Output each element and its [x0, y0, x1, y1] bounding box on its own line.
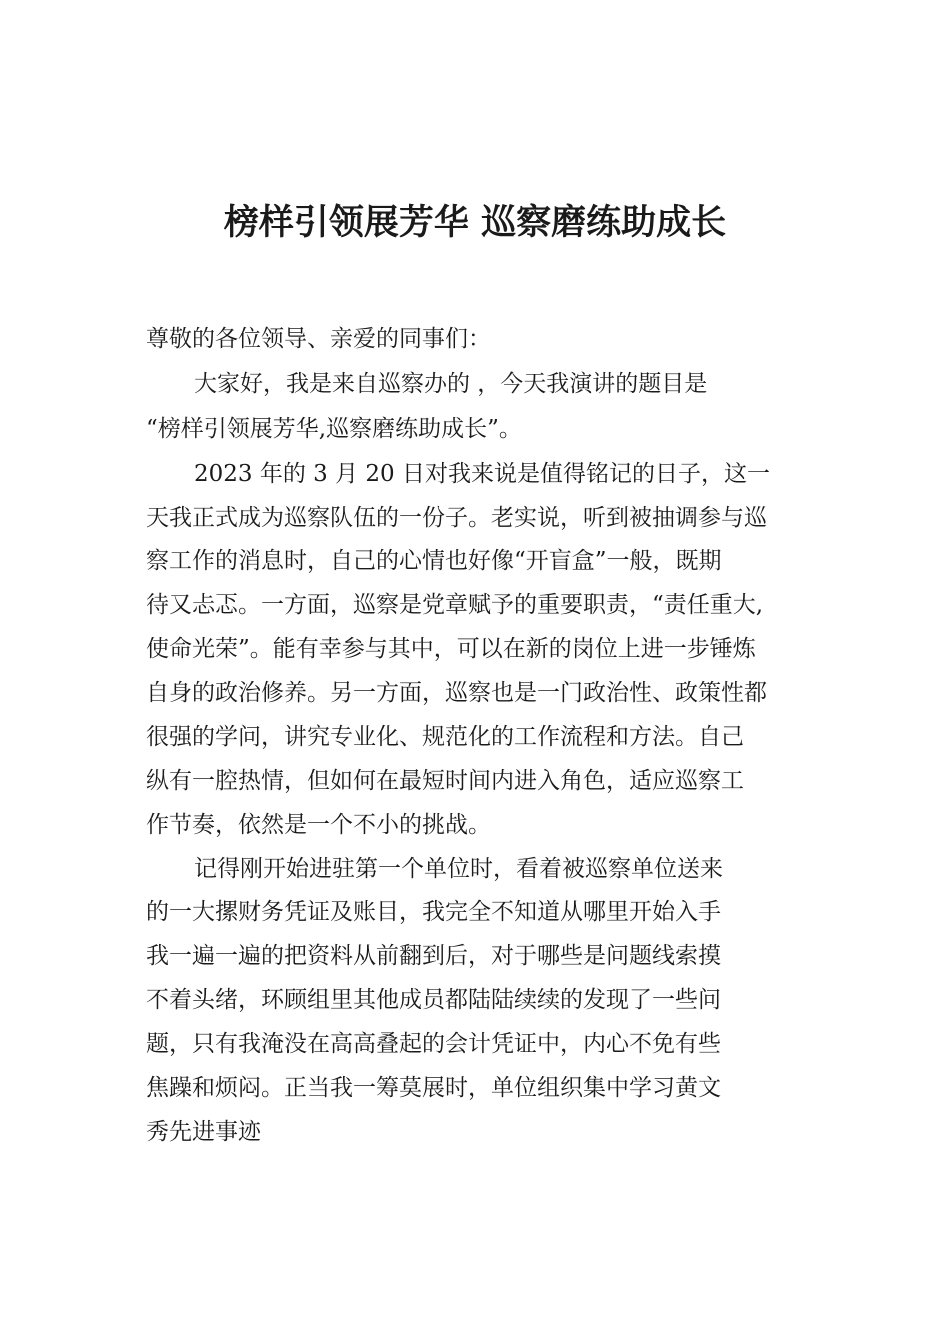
- paragraph-line: “榜样引领展芳华,巡察磨练助成长”。: [146, 416, 522, 442]
- paragraph-line: 不着头绪，环顾组里其他成员都陆陆续续的发现了一些问: [146, 987, 721, 1013]
- paragraph-line: 作节奏，依然是一个不小的挑战。: [146, 812, 491, 838]
- document-title: 榜样引领展芳华 巡察磨练助成长: [223, 202, 727, 243]
- paragraph-line: 纵有一腔热情，但如何在最短时间内进入角色，适应巡察工: [146, 768, 744, 794]
- paragraph-line: 2023 年的 3 月 20 日对我来说是值得铭记的日子，这一: [194, 461, 770, 487]
- salutation: 尊敬的各位领导、亲爱的同事们：: [146, 326, 491, 352]
- paragraph-line: 焦躁和烦闷。正当我一筹莫展时，单位组织集中学习黄文: [146, 1075, 721, 1101]
- paragraph-line: 待又忐忑。一方面，巡察是党章赋予的重要职责，“责任重大,: [146, 592, 764, 618]
- paragraph-line: 很强的学问，讲究专业化、规范化的工作流程和方法。自己: [146, 724, 744, 750]
- paragraph-line: 大家好，我是来自巡察办的 ，今天我演讲的题目是: [194, 371, 708, 397]
- paragraph-line: 使命光荣”。能有幸参与其中，可以在新的岗位上进一步锤炼: [146, 636, 756, 662]
- paragraph-line: 的一大摞财务凭证及账目，我完全不知道从哪里开始入手: [146, 899, 721, 925]
- paragraph-line: 记得刚开始进驻第一个单位时，看着被巡察单位送来: [194, 856, 723, 882]
- paragraph-line: 天我正式成为巡察队伍的一份子。老实说，听到被抽调参与巡: [146, 505, 767, 531]
- paragraph-line: 我一遍一遍的把资料从前翻到后，对于哪些是问题线索摸: [146, 943, 721, 969]
- paragraph-line: 自身的政治修养。另一方面，巡察也是一门政治性、政策性都: [146, 680, 767, 706]
- paragraph-line: 题，只有我淹没在高高叠起的会计凭证中，内心不免有些: [146, 1031, 721, 1057]
- paragraph-line: 秀先进事迹: [146, 1119, 261, 1145]
- paragraph-line: 察工作的消息时，自己的心情也好像“开盲盒”一般，既期: [146, 548, 722, 574]
